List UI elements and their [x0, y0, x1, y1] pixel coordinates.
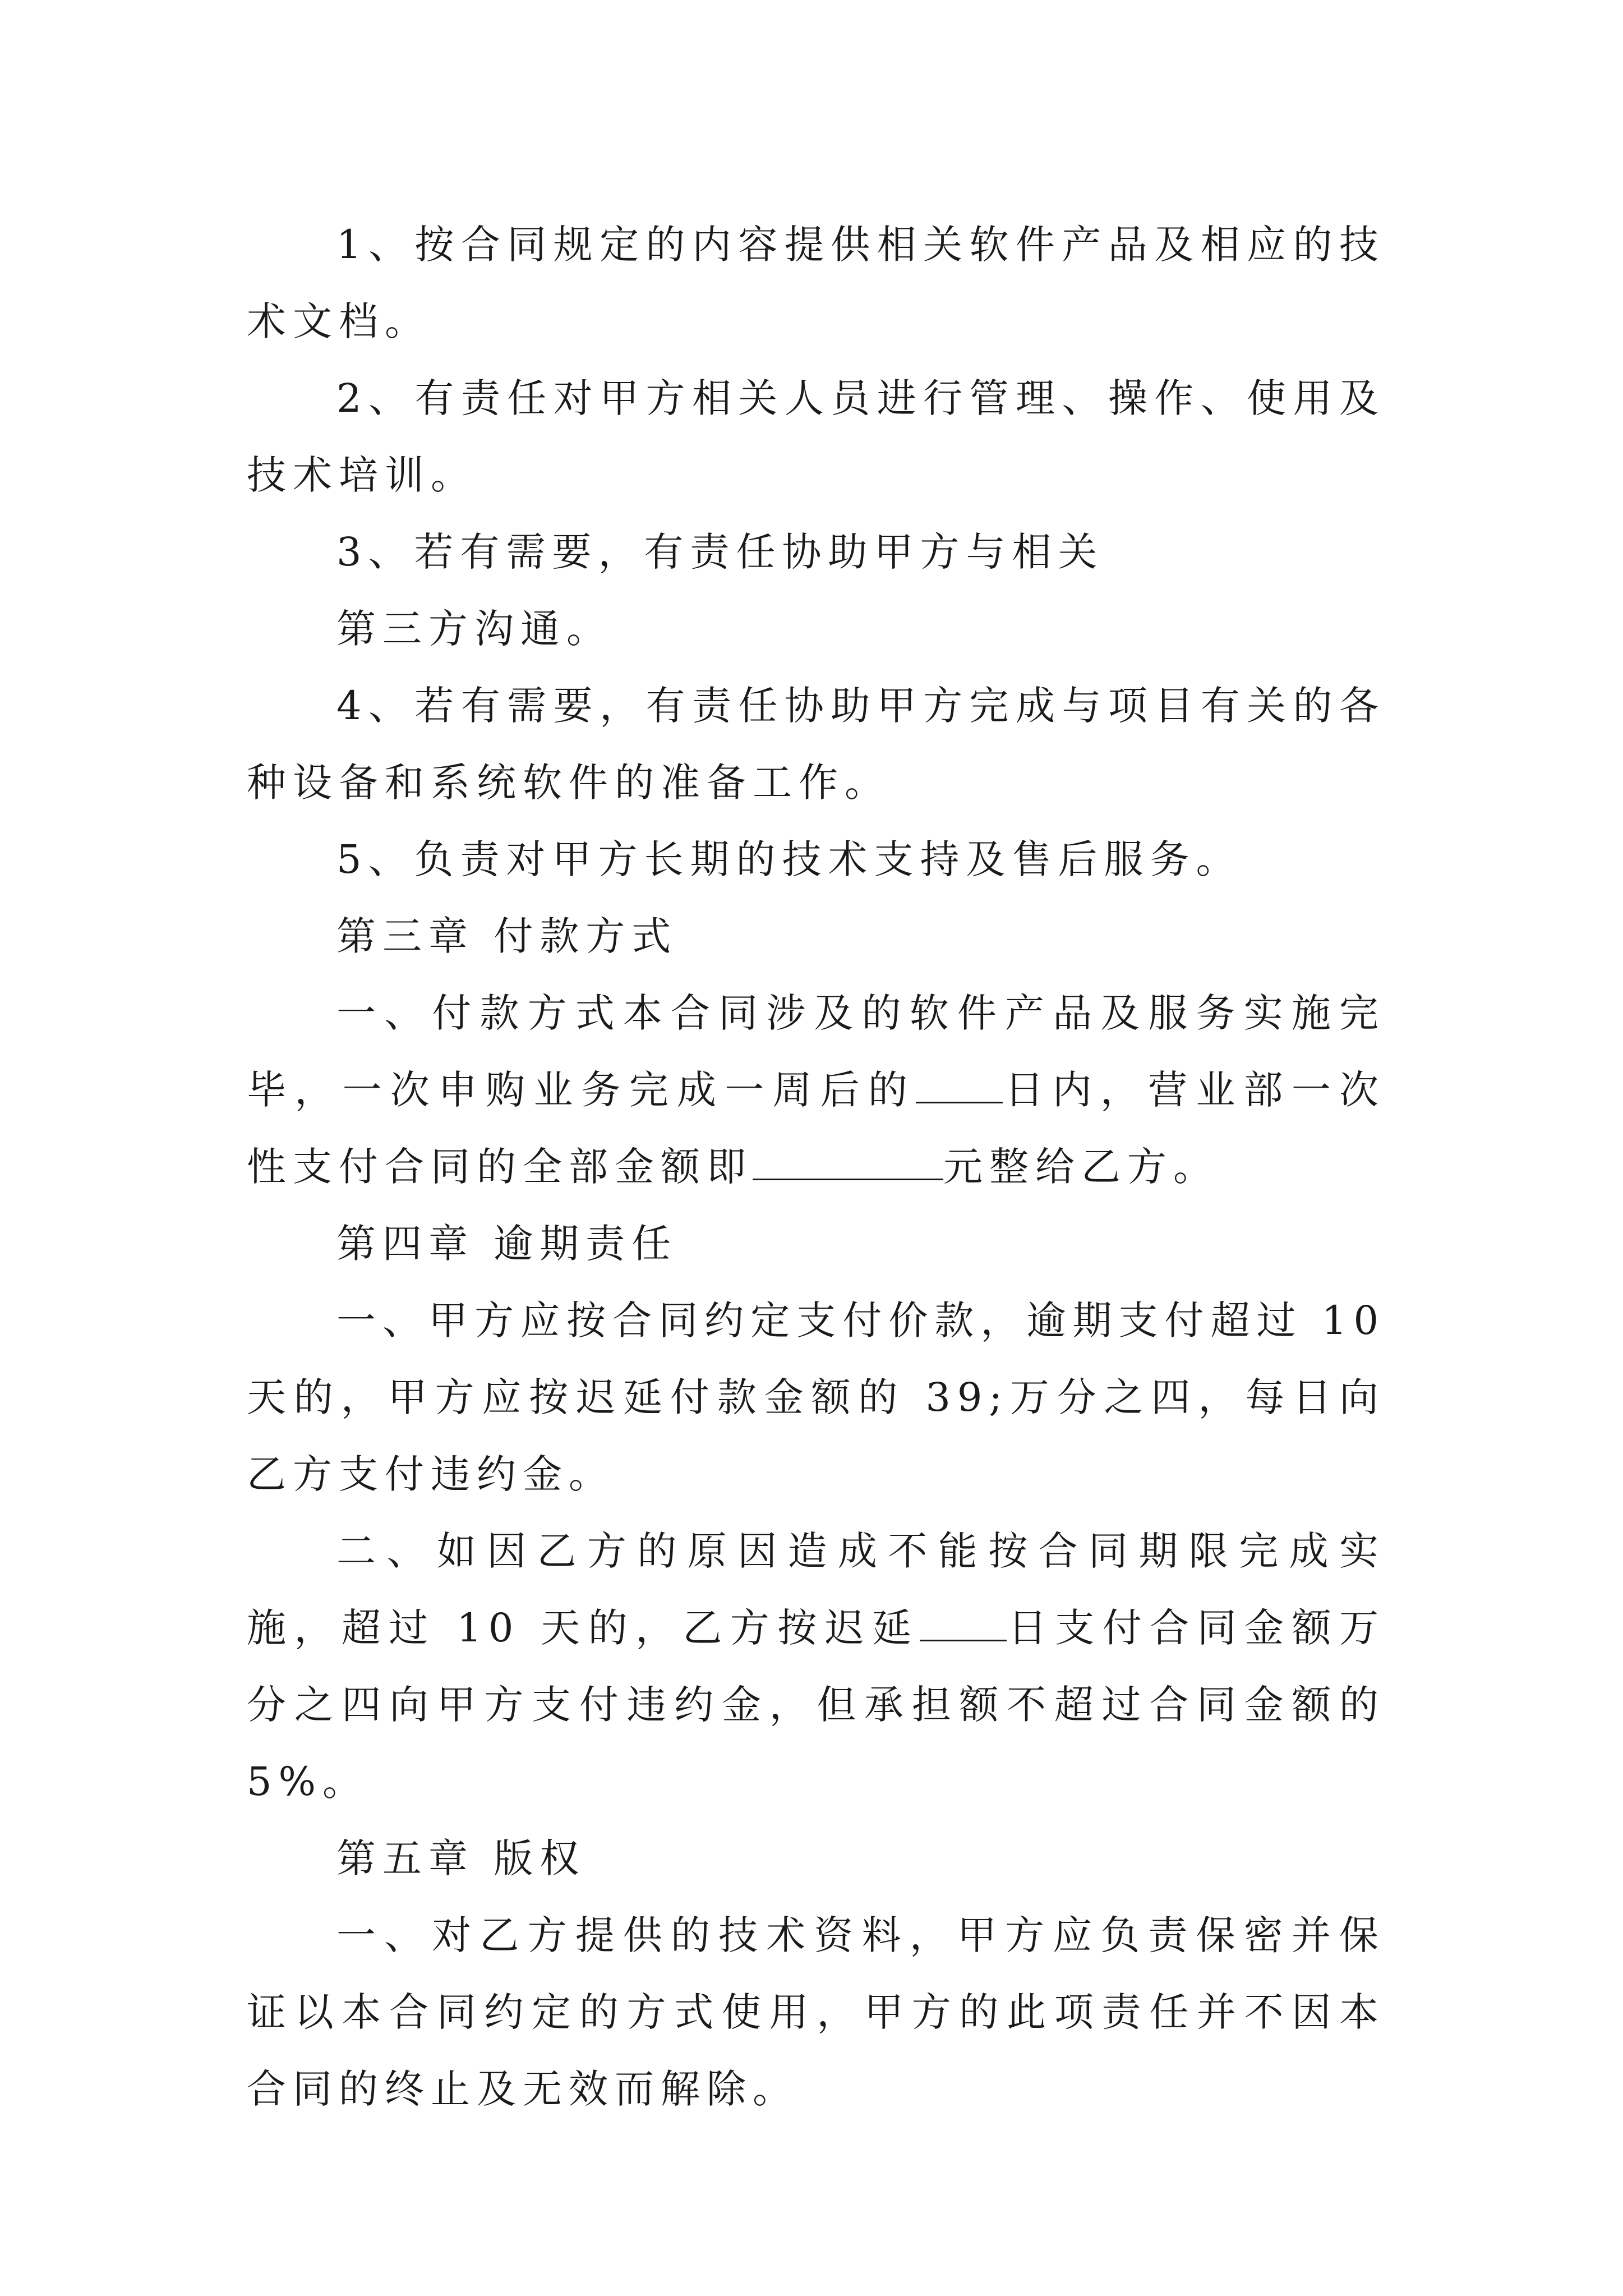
document-body — [247, 206, 1385, 2128]
payment-text-2: 日内，营业部一次性支付合同的全部金额即 — [247, 1067, 1386, 1190]
late-payment-clause-1: 一、甲方应按合同约定支付价款，逾期支付超过 10 天的，甲方应按迟延付款金额的 39;万分之四，每日向乙方支付违约金。 — [247, 1297, 1385, 1497]
clause-4: 4、若有需要，有责任协助甲方完成与项目有关的各种设备和系统软件的准备工作。 — [247, 683, 1385, 806]
copyright-clause-1: 一、对乙方提供的技术资料，甲方应负责保密并保证以本合同约定的方式使用，甲方的此项责任并不因本合同的终止及无效而解除。 — [247, 1912, 1385, 2112]
clause-3-continued: 第三方沟通。 — [336, 606, 612, 652]
late-text-2: 日支付合同金额万分之四向甲方支付违约金，但承担额不超过合同金额的 5%。 — [247, 1605, 1386, 1805]
late-payment-clause-2 — [247, 1513, 1385, 1820]
chapter-4-heading: 第四章 逾期责任 — [336, 1221, 678, 1267]
chapter-3-heading: 第三章 付款方式 — [336, 913, 678, 959]
clause-1: 1、按合同规定的内容提供相关软件产品及相应的技术文档。 — [247, 222, 1385, 344]
delay-days-blank — [920, 1606, 1007, 1641]
payment-clause — [247, 975, 1385, 1205]
chapter-5-heading: 第五章 版权 — [336, 1835, 586, 1881]
clause-5: 5、负责对甲方长期的技术支持及售后服务。 — [336, 836, 1242, 882]
amount-blank — [753, 1145, 943, 1180]
clause-2: 2、有责任对甲方相关人员进行管理、操作、使用及技术培训。 — [247, 375, 1385, 498]
late-text-1: 二、如因乙方的原因造成不能按合同期限完成实施，超过 10 天的，乙方按迟延 — [247, 1528, 1385, 1651]
clause-3: 3、若有需要，有责任协助甲方与相关 — [336, 529, 1104, 575]
days-blank — [916, 1068, 1003, 1103]
payment-text-1: 一、付款方式本合同涉及的软件产品及服务实施完毕，一次申购业务完成一周后的 — [247, 990, 1385, 1113]
payment-text-3: 元整给乙方。 — [943, 1144, 1219, 1190]
